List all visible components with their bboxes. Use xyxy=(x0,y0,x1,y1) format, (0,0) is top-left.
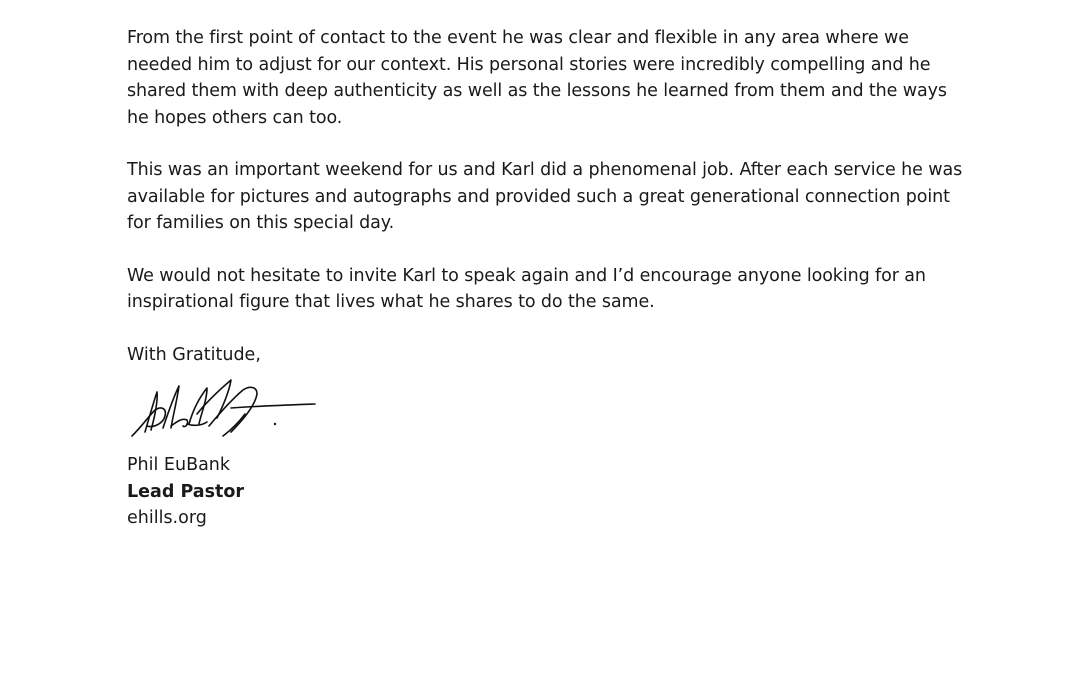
letter-paragraph-1: From the first point of contact to the event he was clear and flexible in any area where we needed him to adjust for our context. His personal stories were incredibly compelling and he shared them with deep authenticity as well as the lessons he learned from them and the ways he hopes others can too. xyxy=(127,28,947,128)
letter-paragraph-3: We would not hesitate to invite Karl to speak again and I’d encourage anyone looking for an inspirational figure that lives what he shares to do the same. xyxy=(127,265,926,312)
signer-website: ehills.org xyxy=(127,508,207,528)
signer-title: Lead Pastor xyxy=(127,481,245,502)
letter-body xyxy=(127,25,967,532)
signer-name: Phil EuBank xyxy=(127,455,231,475)
letter-paragraph-2: This was an important weekend for us and Karl did a phenomenal job. After each service he was available for pictures and autographs and provided such a great generational connection point for families on this special day. xyxy=(127,160,963,233)
handwritten-signature xyxy=(127,370,317,446)
letter-closing: With Gratitude, xyxy=(127,344,261,365)
